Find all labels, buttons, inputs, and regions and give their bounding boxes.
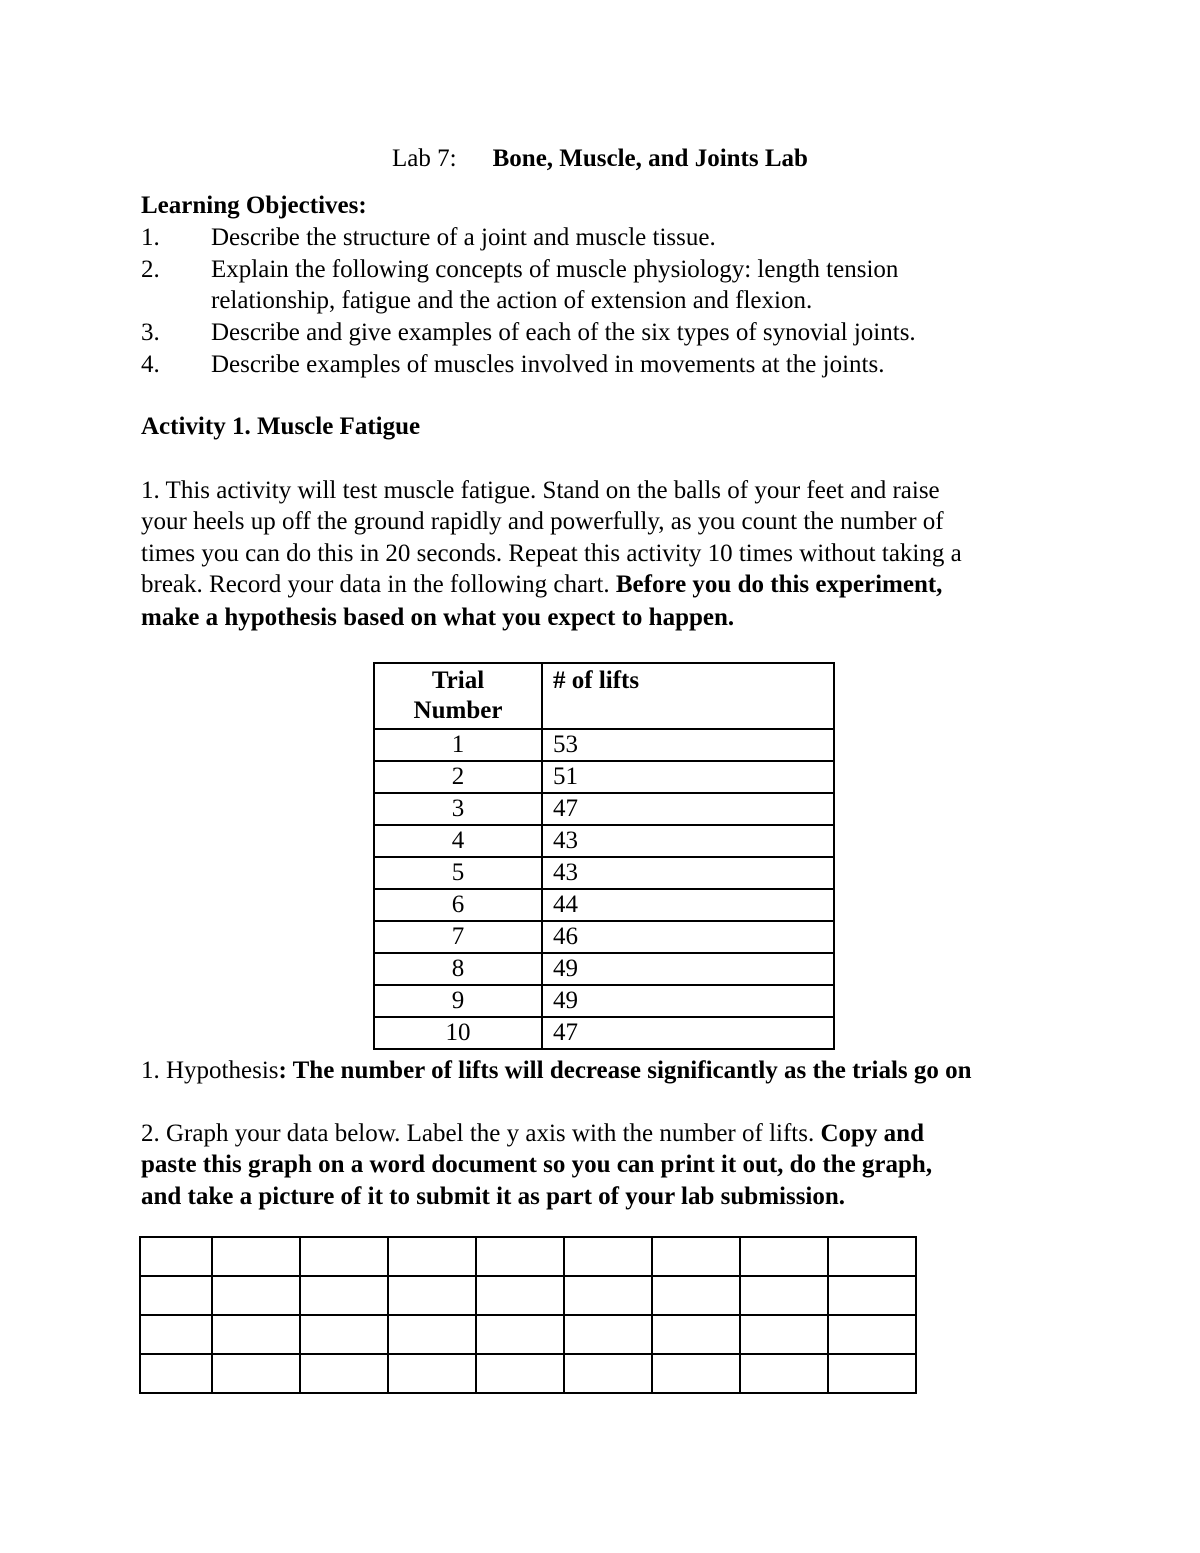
table-row: 1 53 [374, 729, 834, 761]
table-row: 9 49 [374, 985, 834, 1017]
table-row: 6 44 [374, 889, 834, 921]
objectives-heading: Learning Objectives: [141, 192, 367, 219]
grid-row [140, 1354, 916, 1393]
instruction-line-3: times you can do this in 20 seconds. Repeat this activity 10 times without taking a [141, 540, 962, 567]
graph-instruction-line-2: paste this graph on a word document so you can print it out, do the graph, [141, 1151, 933, 1178]
instruction-line-1: 1. This activity will test muscle fatigue. Stand on the balls of your feet and raise [141, 477, 940, 504]
table-row: 10 47 [374, 1017, 834, 1049]
page-title [0, 143, 1200, 175]
table-row: 3 47 [374, 793, 834, 825]
table-header-row [374, 663, 834, 729]
instruction-line-2: your heels up off the ground rapidly and powerfully, as you count the number of [141, 508, 944, 535]
table-row: 5 43 [374, 857, 834, 889]
grid-row [140, 1237, 916, 1276]
instruction-line-5: make a hypothesis based on what you expect to happen. [141, 604, 735, 631]
header-lifts: # of lifts [542, 663, 834, 729]
activity-heading: Activity 1. Muscle Fatigue [141, 413, 421, 440]
objective-4: 4. Describe examples of muscles involved in movements at the joints. [141, 351, 885, 378]
objective-3: 3. Describe and give examples of each of the six types of synovial joints. [141, 319, 916, 346]
lab-number: Lab 7: [392, 145, 457, 172]
table-row: 8 49 [374, 953, 834, 985]
grid-row [140, 1276, 916, 1315]
grid-row [140, 1315, 916, 1354]
graph-instruction-line-1: 2. Graph your data below. Label the y axis with the number of lifts. Copy and [141, 1120, 924, 1147]
objective-2-continued: relationship, fatigue and the action of extension and flexion. [211, 287, 813, 314]
blank-graph-grid [139, 1236, 917, 1394]
lifts-table [373, 662, 835, 1050]
objective-1: 1. Describe the structure of a joint and muscle tissue. [141, 224, 716, 251]
lab-name: Bone, Muscle, and Joints Lab [492, 145, 808, 172]
table-row: 4 43 [374, 825, 834, 857]
objective-2: 2. Explain the following concepts of muscle physiology: length tension [141, 256, 899, 283]
hypothesis: 1. Hypothesis: The number of lifts will decrease significantly as the trials go on [141, 1057, 972, 1084]
graph-instruction-line-3: and take a picture of it to submit it as part of your lab submission. [141, 1183, 846, 1210]
header-trial-number: Trial Number [374, 663, 542, 729]
table-row: 2 51 [374, 761, 834, 793]
instruction-line-4: break. Record your data in the following chart. Before you do this experiment, [141, 571, 943, 598]
table-row: 7 46 [374, 921, 834, 953]
